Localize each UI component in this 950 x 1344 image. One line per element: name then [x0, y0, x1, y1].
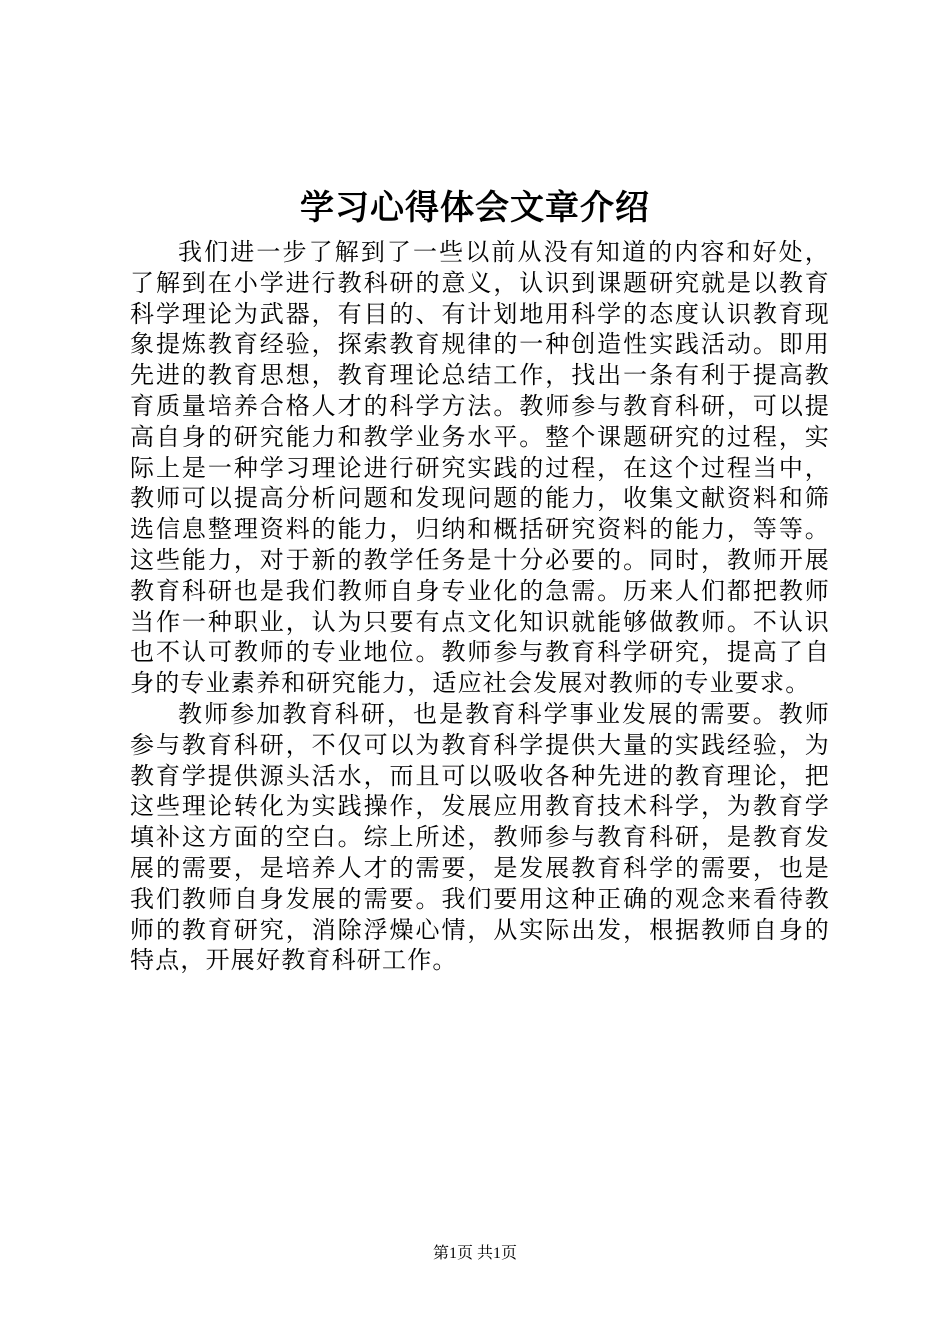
paragraph-2: 教师参加教育科研，也是教育科学事业发展的需要。教师参与教育科研，不仅可以为教育科学提供大量的实践经验，为教育学提供源头活水，而且可以吸收各种先进的教育理论，把这些理论转化为实践操作，发展应用教育技术科学，为教育学填补这方面的空白。综上所述，教师参与教育科研，是教育发展的需要，是培养人才的需要，是发展教育科学的需要，也是我们教师自身发展的需要。我们要用这种正确的观念来看待教师的教育研究，消除浮燥心情，从实际出发，根据教师自身的特点，开展好教育科研工作。 [130, 699, 830, 975]
paragraph-1: 我们进一步了解到了一些以前从没有知道的内容和好处，了解到在小学进行教科研的意义，认识到课题研究就是以教育科学理论为武器，有目的、有计划地用科学的态度认识教育现象提炼教育经验，探索教育规律的一种创造性实践活动。即用先进的教育思想，教育理论总结工作，找出一条有利于提高教育质量培养合格人才的科学方法。教师参与教育科研，可以提高自身的研究能力和教学业务水平。整个课题研究的过程，实际上是一种学习理论进行研究实践的过程，在这个过程当中，教师可以提高分析问题和发现问题的能力，收集文献资料和筛选信息整理资料的能力，归纳和概括研究资料的能力，等等。这些能力，对于新的教学任务是十分必要的。同时，教师开展教育科研也是我们教师自身专业化的急需。历来人们都把教师当作一种职业，认为只要有点文化知识就能够做教师。不认识也不认可教师的专业地位。教师参与教育科学研究，提高了自身的专业素养和研究能力，适应社会发展对教师的专业要求。 [130, 238, 830, 698]
document-body [130, 237, 830, 976]
document-title: 学习心得体会文章介绍 [300, 188, 650, 228]
page-number-footer: 第1页 共1页 [432, 1245, 517, 1262]
